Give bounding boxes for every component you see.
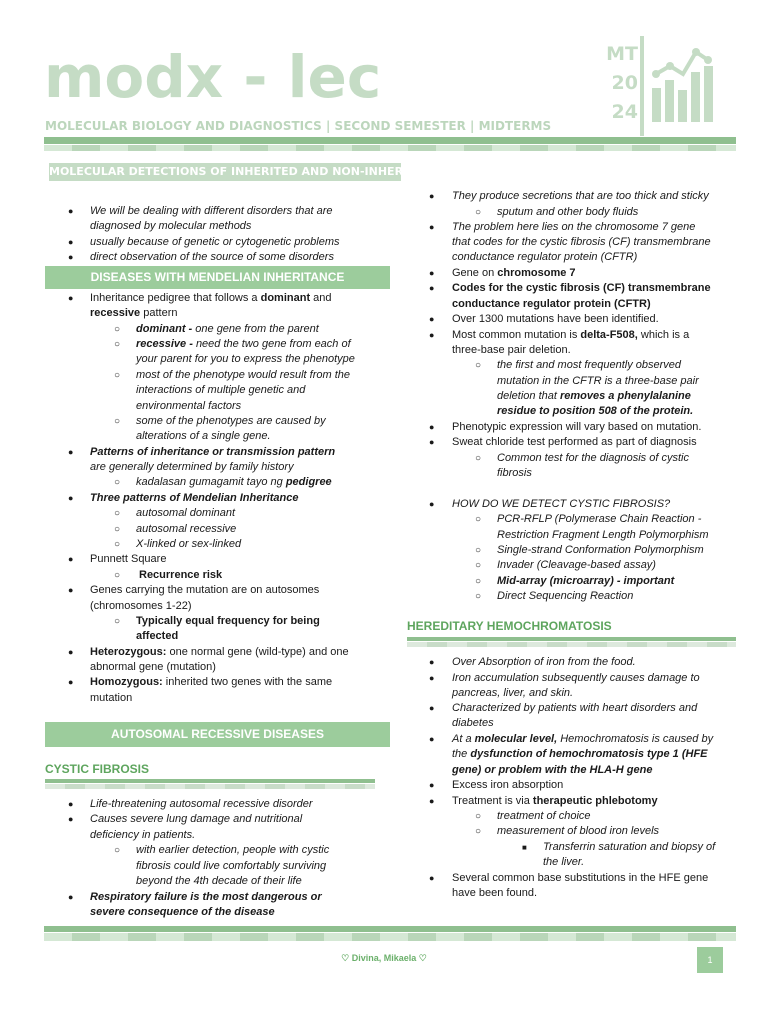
text-line: residue to position 508 of the protein. xyxy=(497,405,694,417)
text-line: diabetes xyxy=(452,717,494,729)
text-line: gene) or problem with the HLA-H gene xyxy=(452,764,653,776)
circle-bullet-icon: ○ xyxy=(475,826,482,837)
circle-bullet-icon: ○ xyxy=(114,477,121,488)
text-line: beyond the 4th decade of their life xyxy=(136,875,302,887)
text-line: Iron accumulation subsequently causes damage to xyxy=(452,672,700,684)
text-line: recessive - need the two gene from each of xyxy=(136,338,351,350)
text-line: Genes carrying the mutation are on autosomes xyxy=(90,584,320,596)
text-line: Phenotypic expression will vary based on mutation. xyxy=(452,421,702,433)
text-line: autosomal dominant xyxy=(136,507,236,519)
text-line: affected xyxy=(136,630,179,642)
text-line: three-base pair deletion. xyxy=(452,344,571,356)
text-line: We will be dealing with different disorders that are xyxy=(90,205,333,217)
subsection-rule xyxy=(45,779,375,783)
section-heading-mendelian: DISEASES WITH MENDELIAN INHERITANCE xyxy=(45,266,390,289)
circle-bullet-icon: ○ xyxy=(114,616,121,627)
text-line: Restriction Fragment Length Polymorphism xyxy=(497,529,709,541)
circle-bullet-icon: ○ xyxy=(114,845,121,856)
circle-bullet-icon: ○ xyxy=(114,370,121,381)
text-line: Three patterns of Mendelian Inheritance xyxy=(90,492,299,504)
bullet-icon: ● xyxy=(429,780,435,790)
subsection-heading-hemochromatosis: HEREDITARY HEMOCHROMATOSIS xyxy=(407,619,612,633)
bullet-icon: ● xyxy=(68,493,74,503)
text-line: Codes for the cystic fibrosis (CF) transmembrane xyxy=(452,282,711,294)
text-line: interactions of multiple genetic and xyxy=(136,384,306,396)
bullet-icon: ● xyxy=(429,222,435,232)
text-line: Typically equal frequency for being xyxy=(136,615,320,627)
text-line: pancreas, liver, and skin. xyxy=(452,687,574,699)
text-line: dominant - one gene from the parent xyxy=(136,323,319,335)
bullet-icon: ● xyxy=(68,206,74,216)
circle-bullet-icon: ○ xyxy=(114,570,121,581)
text-line: The problem here lies on the chromosome 7 gene xyxy=(452,221,696,233)
bullet-icon: ● xyxy=(429,191,435,201)
page-number: 1 xyxy=(697,947,723,973)
text-line: Several common base substitutions in the HFE gene xyxy=(452,872,709,884)
text-line: severe consequence of the disease xyxy=(90,906,275,918)
text-line: recessive pattern xyxy=(90,307,178,319)
text-line: your parent for you to express the phenotype xyxy=(136,353,355,365)
circle-bullet-icon: ○ xyxy=(475,514,482,525)
author-name: ♡ Divina, Mikaela ♡ xyxy=(341,953,427,963)
text-line: (chromosomes 1-22) xyxy=(90,600,192,612)
bullet-icon: ● xyxy=(429,314,435,324)
square-bullet-icon: ■ xyxy=(522,843,527,852)
text-line: Life-threatening autosomal recessive disorder xyxy=(90,798,313,810)
mt-label: MT xyxy=(606,43,638,65)
circle-bullet-icon: ○ xyxy=(114,539,121,550)
circle-bullet-icon: ○ xyxy=(114,324,121,335)
circle-bullet-icon: ○ xyxy=(475,545,482,556)
text-line: Punnett Square xyxy=(90,553,167,565)
text-line: with earlier detection, people with cystic xyxy=(136,844,330,856)
text-line: Over 1300 mutations have been identified. xyxy=(452,313,659,325)
text-line: measurement of blood iron levels xyxy=(497,825,660,837)
bullet-icon: ● xyxy=(68,677,74,687)
text-line: alterations of a single gene. xyxy=(136,430,271,442)
text-line: Inheritance pedigree that follows a dominant and xyxy=(90,292,332,304)
bar-chart-icon xyxy=(650,44,714,124)
text-line: Patterns of inheritance or transmission pattern xyxy=(90,446,336,458)
main-section-title: MOLECULAR DETECTIONS OF INHERITED AND NON-INHERITED DISORDERS xyxy=(49,163,401,181)
bullet-icon: ● xyxy=(68,447,74,457)
bullet-icon: ● xyxy=(429,703,435,713)
text-line: treatment of choice xyxy=(497,810,591,822)
text-line: some of the phenotypes are caused by xyxy=(136,415,326,427)
bullet-icon: ● xyxy=(68,293,74,303)
text-line: Mid-array (microarray) - important xyxy=(497,575,675,587)
bullet-icon: ● xyxy=(429,796,435,806)
text-line: direct observation of the source of some disorders xyxy=(90,251,334,263)
bullet-icon: ● xyxy=(429,437,435,447)
text-line: Treatment is via therapeutic phlebotomy xyxy=(452,795,658,807)
text-line: Over Absorption of iron from the food. xyxy=(452,656,636,668)
bullet-icon: ● xyxy=(68,892,74,902)
section-heading-autosomal-recessive: AUTOSOMAL RECESSIVE DISEASES xyxy=(45,722,390,747)
document-title: modx - lec xyxy=(44,43,382,111)
text-line: fibrosis xyxy=(497,467,532,479)
text-line: are generally determined by family history xyxy=(90,461,294,473)
subsection-rule xyxy=(407,637,736,641)
bullet-icon: ● xyxy=(429,283,435,293)
bullet-icon: ● xyxy=(68,252,74,262)
text-line: autosomal recessive xyxy=(136,523,237,535)
bullet-icon: ● xyxy=(429,657,435,667)
text-line: most of the phenotype would result from the xyxy=(136,369,351,381)
header-rule xyxy=(44,137,736,144)
year-top: 20 xyxy=(611,72,638,94)
text-line: kadalasan gumagamit tayo ng pedigree xyxy=(136,476,332,488)
bullet-icon: ● xyxy=(429,422,435,432)
text-line: the liver. xyxy=(543,856,585,868)
mt-2024-badge xyxy=(598,40,638,127)
text-line: conductance regulator protein (CFTR) xyxy=(452,298,651,310)
text-line: Single-strand Conformation Polymorphism xyxy=(497,544,704,556)
text-line: Homozygous: inherited two genes with the same xyxy=(90,676,333,688)
text-line: Causes severe lung damage and nutritional xyxy=(90,813,303,825)
text-line: mutation in the CFTR is a three-base pair xyxy=(497,375,699,387)
text-line: environmental factors xyxy=(136,400,242,412)
footer-rule-pattern xyxy=(44,933,736,941)
text-line: Recurrence risk xyxy=(139,569,223,581)
document-subtitle: MOLECULAR BIOLOGY AND DIAGNOSTICS | SECOND SEMESTER | MIDTERMS xyxy=(45,119,552,133)
text-line: Respiratory failure is the most dangerous or xyxy=(90,891,322,903)
circle-bullet-icon: ○ xyxy=(475,591,482,602)
text-line: have been found. xyxy=(452,887,538,899)
header-divider xyxy=(640,36,644,136)
text-line: diagnosed by molecular methods xyxy=(90,220,252,232)
circle-bullet-icon: ○ xyxy=(475,453,482,464)
subsection-rule-pattern xyxy=(407,642,736,647)
text-line: mutation xyxy=(90,692,133,704)
text-line: the first and most frequently observed xyxy=(497,359,682,371)
text-line: deletion that removes a phenylalanine xyxy=(497,390,691,402)
subsection-rule-pattern xyxy=(45,784,375,789)
bullet-icon: ● xyxy=(68,799,74,809)
text-line: Characterized by patients with heart disorders and xyxy=(452,702,698,714)
text-line: PCR-RFLP (Polymerase Chain Reaction - xyxy=(497,513,702,525)
bullet-icon: ● xyxy=(68,585,74,595)
text-line: Sweat chloride test performed as part of diagnosis xyxy=(452,436,697,448)
header-rule-pattern xyxy=(44,145,736,151)
text-line: abnormal gene (mutation) xyxy=(90,661,216,673)
bullet-icon: ● xyxy=(68,814,74,824)
year-bottom: 24 xyxy=(611,101,638,123)
text-line: Heterozygous: one normal gene (wild-type) and one xyxy=(90,646,349,658)
circle-bullet-icon: ○ xyxy=(475,560,482,571)
footer-rule xyxy=(44,926,736,932)
bullet-icon: ● xyxy=(68,554,74,564)
circle-bullet-icon: ○ xyxy=(114,508,121,519)
text-line: Common test for the diagnosis of cystic xyxy=(497,452,689,464)
bullet-icon: ● xyxy=(429,673,435,683)
text-line: At a molecular level, Hemochromatosis is caused by xyxy=(452,733,714,745)
bullet-icon: ● xyxy=(429,268,435,278)
bullet-icon: ● xyxy=(68,237,74,247)
circle-bullet-icon: ○ xyxy=(475,811,482,822)
text-line: that codes for the cystic fibrosis (CF) transmembrane xyxy=(452,236,711,248)
bullet-icon: ● xyxy=(429,330,435,340)
text-line: fibrosis could live comfortably surviving xyxy=(136,860,327,872)
text-line: Invader (Cleavage-based assay) xyxy=(497,559,656,571)
circle-bullet-icon: ○ xyxy=(475,576,482,587)
bullet-icon: ● xyxy=(68,647,74,657)
text-line: the dysfunction of hemochromatosis type 1 (HFE xyxy=(452,748,708,760)
subsection-heading-cystic-fibrosis: CYSTIC FIBROSIS xyxy=(45,762,150,776)
text-line: deficiency in patients. xyxy=(90,829,196,841)
text-line: Most common mutation is delta-F508, which is a xyxy=(452,329,690,341)
text-line: HOW DO WE DETECT CYSTIC FIBROSIS? xyxy=(452,498,671,510)
text-line: usually because of genetic or cytogenetic problems xyxy=(90,236,340,248)
text-line: Direct Sequencing Reaction xyxy=(497,590,634,602)
text-line: Transferrin saturation and biopsy of xyxy=(543,841,716,853)
circle-bullet-icon: ○ xyxy=(114,416,121,427)
text-line: X-linked or sex-linked xyxy=(136,538,242,550)
text-line: Excess iron absorption xyxy=(452,779,564,791)
bullet-icon: ● xyxy=(429,873,435,883)
circle-bullet-icon: ○ xyxy=(114,524,121,535)
text-line: sputum and other body fluids xyxy=(497,206,639,218)
text-line: They produce secretions that are too thick and sticky xyxy=(452,190,709,202)
circle-bullet-icon: ○ xyxy=(114,339,121,350)
bullet-icon: ● xyxy=(429,734,435,744)
bullet-icon: ● xyxy=(429,499,435,509)
text-line: Gene on chromosome 7 xyxy=(452,267,576,279)
text-line: conductance regulator protein (CFTR) xyxy=(452,251,638,263)
circle-bullet-icon: ○ xyxy=(475,207,482,218)
circle-bullet-icon: ○ xyxy=(475,360,482,371)
